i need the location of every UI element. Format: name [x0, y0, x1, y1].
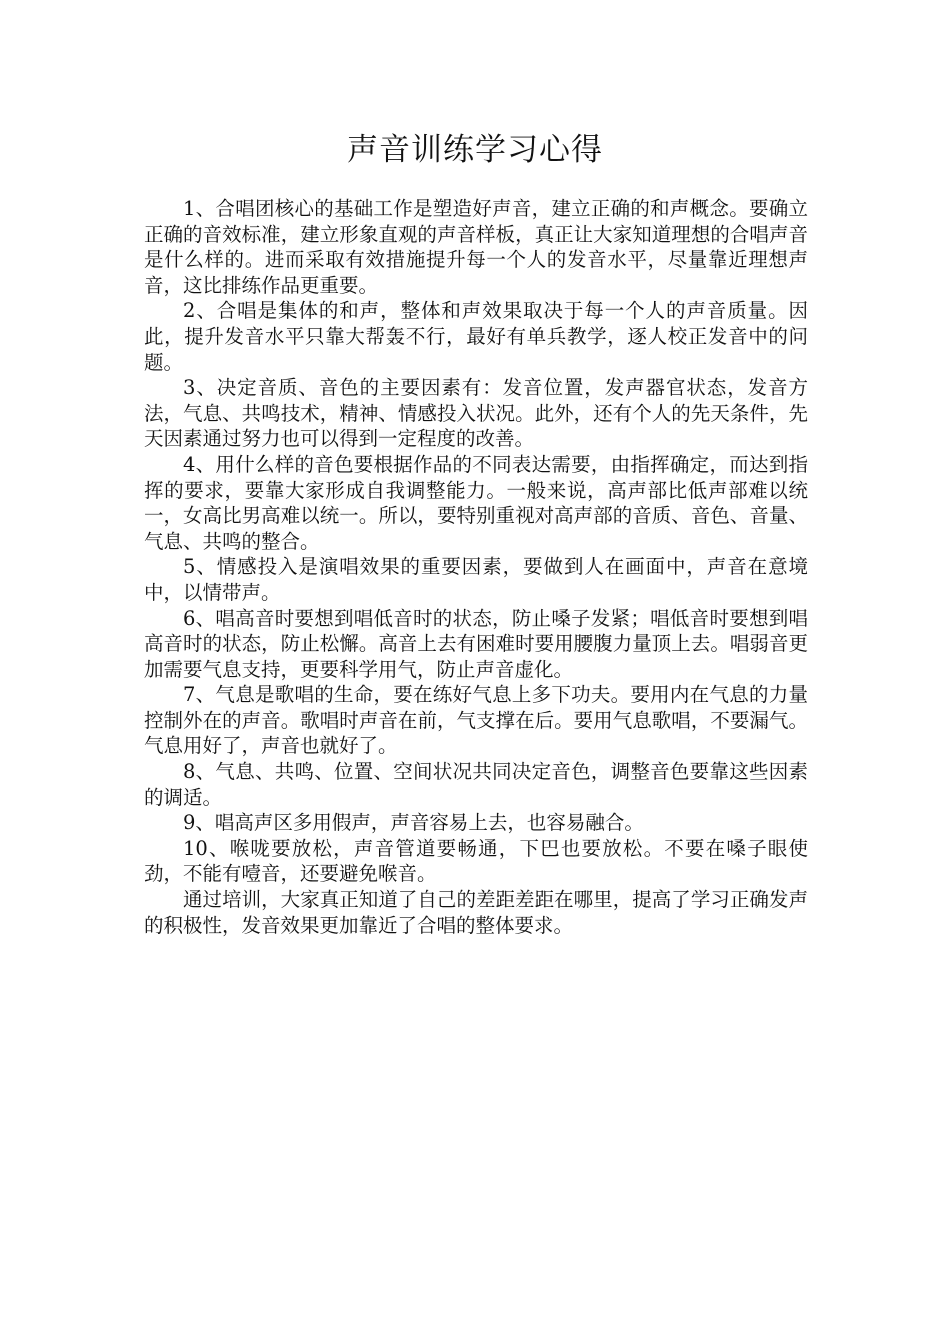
paragraph-3: 3、决定音质、音色的主要因素有：发音位置，发声器官状态，发音方法，气息、共鸣技术，精神、情感投入状况。此外，还有个人的先天条件，先天因素通过努力也可以得到一定程度的改善。: [144, 376, 808, 451]
document-title: 声音训练学习心得: [347, 132, 603, 168]
paragraph-9: 9、唱高声区多用假声，声音容易上去，也容易融合。: [183, 811, 644, 835]
paragraph-7: 7、气息是歌唱的生命，要在练好气息上多下功夫。要用内在气息的力量控制外在的声音。歌唱时声音在前，气支撑在后。要用气息歌唱，不要漏气。气息用好了，声音也就好了。: [144, 683, 808, 758]
paragraph-4: 4、用什么样的音色要根据作品的不同表达需要，由指挥确定，而达到指挥的要求，要靠大家形成自我调整能力。一般来说，高声部比低声部难以统一，女高比男高难以统一。所以，要特别重视对高声部的音质、音色、音量、气息、共鸣的整合。: [144, 452, 808, 553]
paragraph-conclusion: 通过培训，大家真正知道了自己的差距差距在哪里，提高了学习正确发声的积极性，发音效果更加靠近了合唱的整体要求。: [144, 888, 808, 937]
paragraph-5: 5、情感投入是演唱效果的重要因素，要做到人在画面中，声音在意境中，以情带声。: [144, 555, 808, 604]
paragraph-1: 1、合唱团核心的基础工作是塑造好声音，建立正确的和声概念。要确立正确的音效标准，建立形象直观的声音样板，真正让大家知道理想的合唱声音是什么样的。进而采取有效措施提升每一个人的发音水平，尽量靠近理想声音，这比排练作品更重要。: [144, 197, 808, 297]
paragraph-6: 6、唱高音时要想到唱低音时的状态，防止嗓子发紧；唱低音时要想到唱高音时的状态，防止松懈。高音上去有困难时要用腰腹力量顶上去。唱弱音更加需要气息支持，更要科学用气，防止声音虚化。: [144, 606, 808, 681]
paragraph-8: 8、气息、共鸣、位置、空间状况共同决定音色，调整音色要靠这些因素的调适。: [144, 760, 808, 809]
paragraph-2: 2、合唱是集体的和声，整体和声效果取决于每一个人的声音质量。因此，提升发音水平只靠大帮轰不行，最好有单兵教学，逐人校正发音中的问题。: [144, 299, 808, 374]
document-body: [144, 196, 808, 938]
paragraph-10: 10、喉咙要放松，声音管道要畅通，下巴也要放松。不要在嗓子眼使劲，不能有噎音，还要避免喉音。: [144, 836, 808, 886]
